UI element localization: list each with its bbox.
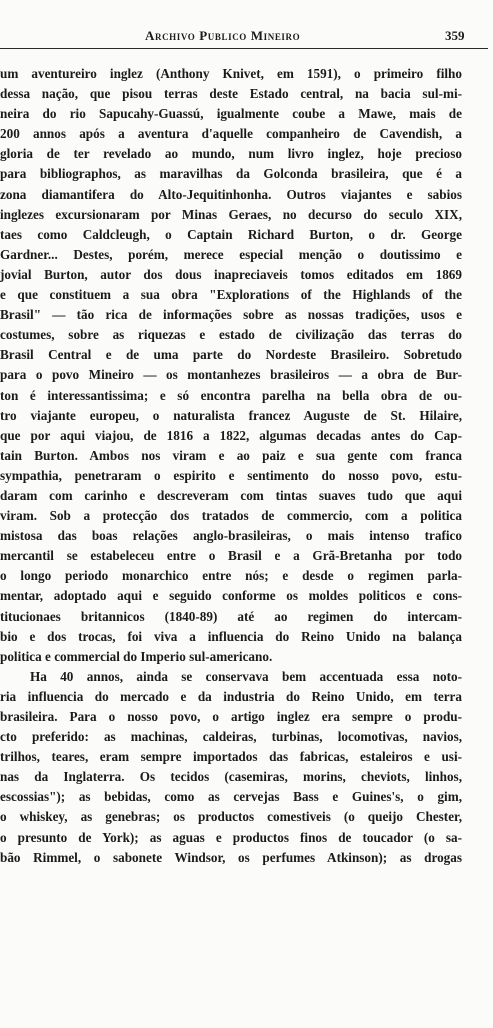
text-line: Ha 40 annos, ainda se conservava bem accentuada essa noto- [30, 668, 462, 684]
text-line: para o povo Mineiro — os montanhezes brasileiros — a obra de Bur- [0, 367, 462, 383]
text-line: gloria de ter revelado ao mundo, num livro inglez, hoje precioso [0, 146, 462, 162]
text-line: mercantil se estabeleceu entre o Brasil e a Grã-Bretanha por todo [0, 548, 462, 564]
text-line: inglezes excursionaram por Minas Geraes, no decurso do seculo XIX, [0, 206, 462, 222]
text-line: ria influencia do mercado e da industria do Reino Unido, em terra [0, 688, 462, 704]
running-title: Archivo Publico Mineiro [145, 28, 301, 43]
text-line: tain Burton. Ambos nos viram e ao paiz e sua gente com franca [0, 447, 462, 463]
text-line: Gardner... Destes, porém, merece especial menção o doutissimo e [0, 246, 462, 262]
text-line: mistosa das boas relações anglo-brasileiras, o mais intenso trafico [0, 528, 462, 544]
text-line: nas da Inglaterra. Os tecidos (casemiras, morins, cheviots, linhos, [0, 769, 462, 785]
text-line: Brasil Central e de uma parte do Nordeste Brasileiro. Sobretudo [0, 347, 462, 363]
text-line: ton é interessantissima; e só encontra parelha na bella obra de ou- [0, 387, 462, 403]
text-line: o longo periodo monarchico entre nós; e desde o regimen parla- [0, 568, 462, 584]
text-line: o whiskey, as genebras; os productos comestiveis (o queijo Chester, [0, 809, 462, 825]
text-line: taes como Caldcleugh, o Captain Richard Burton, o dr. George [0, 226, 462, 242]
text-line: daram com carinho e descreveram com tintas suaves tudo que aqui [0, 487, 462, 503]
text-line: bio e dos trocas, foi viva a influencia do Reino Unido na balança [0, 628, 462, 644]
text-line: o presunto de York); as aguas e productos finos de toucador (o sa- [0, 829, 462, 845]
text-line: que por aqui viajou, de 1816 a 1822, algumas decadas antes do Cap- [0, 427, 462, 443]
text-line: um aventureiro inglez (Anthony Knivet, em 1591), o primeiro filho [0, 66, 462, 81]
text-line: politica e commercial do Imperio sul-americano. [0, 648, 273, 664]
text-line: bão Rimmel, o sabonete Windsor, os perfumes Atkinson); as drogas [0, 849, 462, 865]
text-line: Brasil" — tão rica de informações sobre as nossas tradições, usos e [0, 307, 462, 323]
header-rule [0, 48, 488, 49]
text-line: zona diamantifera do Alto-Jequitinhonha. Outros viajantes e sabios [0, 186, 462, 202]
text-line: sympathia, penetraram o espirito e sentimento do nosso povo, estu- [0, 467, 462, 483]
text-line: jovial Burton, autor dos dous inapreciaveis tomos editados em 1869 [0, 266, 462, 282]
text-line: dessa nação, que pisou terras deste Estado central, na bacia sul-mi- [0, 86, 462, 102]
text-line: trilhos, teares, eram sempre importados das fabricas, estaleiros e usi- [0, 749, 462, 765]
text-line: e que constituem a sua obra "Explorations of the Highlands of the [0, 287, 462, 303]
text-line: titucionaes britannicos (1840-89) até ao regimen do intercam- [0, 608, 462, 624]
text-line: brasileira. Para o nosso povo, o artigo inglez era sempre o produ- [0, 709, 462, 724]
text-line: 200 annos após a aventura d'aquelle companheiro de Cavendish, a [0, 126, 462, 142]
text-line: para bibliographos, as maravilhas da Golconda brasileira, que é a [0, 166, 462, 182]
page-number: 359 [445, 28, 465, 43]
text-line: tro viajante europeu, o naturalista francez Auguste de St. Hilaire, [0, 407, 462, 423]
text-line: cto preferido: as machinas, caldeiras, turbinas, locomotivas, navios, [0, 729, 462, 745]
text-line: escossias"); as bebidas, como as cervejas Bass e Guines's, o gim, [0, 789, 462, 805]
body-text [0, 64, 462, 868]
page-header [0, 26, 493, 48]
text-line: mentar, adoptado aqui e seguido conforme os moldes politicos e cons- [0, 588, 462, 604]
text-line: neira do rio Sapucahy-Guassú, igualmente coube a Mawe, mais de [0, 106, 462, 122]
text-line: viram. Sob a protecção dos tratados de commercio, com a politica [0, 508, 462, 524]
text-line: costumes, sobre as riquezas e estado de civilização das terras do [0, 327, 462, 343]
